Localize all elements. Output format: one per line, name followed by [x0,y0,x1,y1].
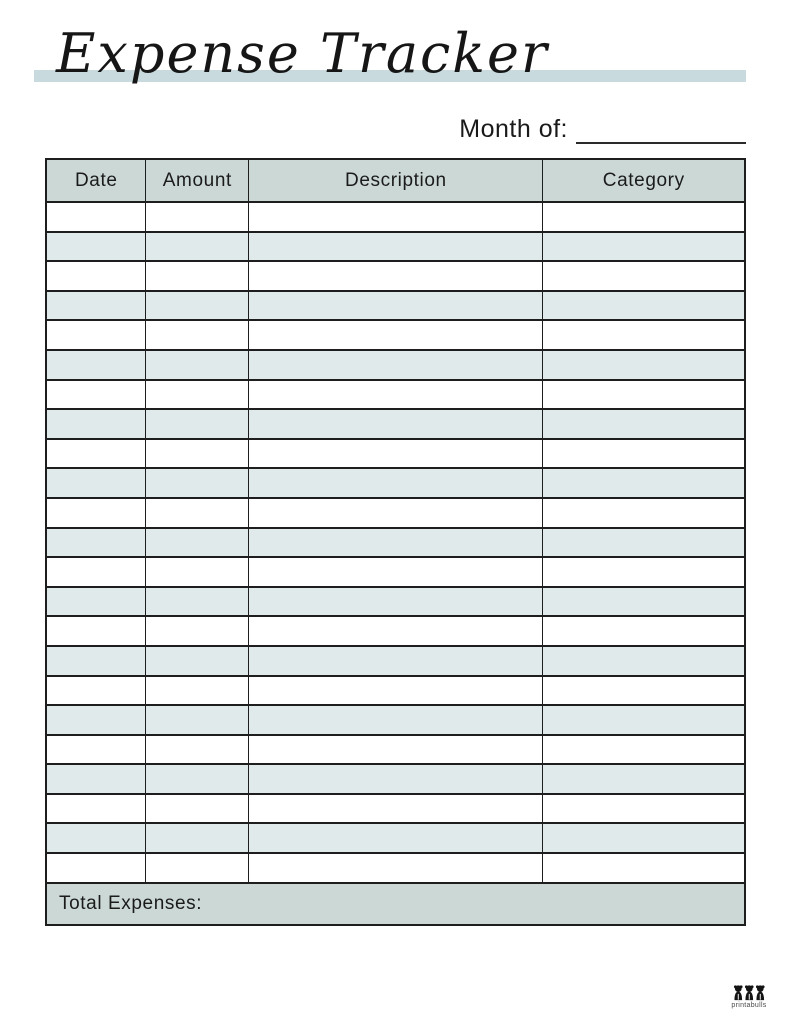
expense-cell-date[interactable] [46,202,146,232]
expense-cell-amount[interactable] [146,587,249,617]
expense-cell-amount[interactable] [146,380,249,410]
expense-row [46,764,745,794]
expense-cell-amount[interactable] [146,616,249,646]
expense-cell-amount[interactable] [146,557,249,587]
expense-row [46,498,745,528]
expense-cell-description[interactable] [249,528,543,558]
expense-cell-category[interactable] [543,853,745,883]
expense-cell-category[interactable] [543,587,745,617]
expense-cell-date[interactable] [46,735,146,765]
expense-cell-date[interactable] [46,439,146,469]
expense-cell-category[interactable] [543,202,745,232]
expense-cell-description[interactable] [249,764,543,794]
expense-cell-category[interactable] [543,350,745,380]
expense-row [46,528,745,558]
month-of-label: Month of: [459,115,568,143]
expense-row [46,320,745,350]
total-row [46,883,745,925]
expense-cell-amount[interactable] [146,853,249,883]
logo-text: printabulls [731,1002,767,1009]
expense-cell-category[interactable] [543,261,745,291]
expense-cell-category[interactable] [543,764,745,794]
expense-row [46,853,745,883]
total-cell [46,883,745,925]
expense-cell-date[interactable] [46,587,146,617]
expense-cell-date[interactable] [46,232,146,262]
expense-cell-category[interactable] [543,735,745,765]
expense-row [46,409,745,439]
expense-cell-amount[interactable] [146,291,249,321]
expense-cell-description[interactable] [249,350,543,380]
expense-cell-description[interactable] [249,320,543,350]
expense-cell-amount[interactable] [146,646,249,676]
expense-cell-description[interactable] [249,409,543,439]
expense-cell-category[interactable] [543,291,745,321]
expense-cell-date[interactable] [46,528,146,558]
expense-cell-description[interactable] [249,853,543,883]
expense-cell-category[interactable] [543,232,745,262]
expense-cell-category[interactable] [543,498,745,528]
expense-cell-date[interactable] [46,646,146,676]
expense-cell-date[interactable] [46,320,146,350]
expense-cell-description[interactable] [249,557,543,587]
expense-row [46,646,745,676]
expense-cell-description[interactable] [249,468,543,498]
expense-cell-date[interactable] [46,853,146,883]
expense-cell-date[interactable] [46,291,146,321]
expense-cell-description[interactable] [249,676,543,706]
expense-cell-description[interactable] [249,498,543,528]
expense-cell-description[interactable] [249,587,543,617]
expense-cell-description[interactable] [249,202,543,232]
expense-cell-description[interactable] [249,291,543,321]
expense-row [46,587,745,617]
expense-cell-date[interactable] [46,616,146,646]
expense-cell-date[interactable] [46,794,146,824]
expense-cell-date[interactable] [46,409,146,439]
expense-row [46,261,745,291]
printabulls-logo [723,984,775,1009]
expense-cell-date[interactable] [46,764,146,794]
expense-cell-date[interactable] [46,380,146,410]
expense-cell-description[interactable] [249,646,543,676]
expense-cell-description[interactable] [249,232,543,262]
expense-cell-date[interactable] [46,557,146,587]
expense-row [46,735,745,765]
expense-cell-date[interactable] [46,468,146,498]
expense-cell-amount[interactable] [146,320,249,350]
expense-cell-amount[interactable] [146,350,249,380]
expense-row [46,557,745,587]
table-header-row [46,159,745,202]
expense-row [46,676,745,706]
expense-cell-amount[interactable] [146,705,249,735]
month-of-row [459,116,746,144]
expense-cell-category[interactable] [543,320,745,350]
expense-cell-description[interactable] [249,735,543,765]
expense-cell-description[interactable] [249,616,543,646]
expense-cell-date[interactable] [46,498,146,528]
expense-table [45,158,746,926]
expense-cell-category[interactable] [543,380,745,410]
header-description: Description [249,159,543,202]
header-amount: Amount [146,159,249,202]
expense-row [46,232,745,262]
expense-row [46,823,745,853]
expense-cell-category[interactable] [543,557,745,587]
expense-cell-description[interactable] [249,261,543,291]
expense-cell-amount[interactable] [146,202,249,232]
expense-cell-amount[interactable] [146,498,249,528]
expense-cell-description[interactable] [249,439,543,469]
expense-cell-amount[interactable] [146,409,249,439]
expense-cell-category[interactable] [543,646,745,676]
expense-cell-amount[interactable] [146,794,249,824]
header-date: Date [46,159,146,202]
expense-cell-category[interactable] [543,528,745,558]
expense-cell-category[interactable] [543,468,745,498]
expense-cell-date[interactable] [46,676,146,706]
expense-cell-description[interactable] [249,705,543,735]
expense-cell-description[interactable] [249,380,543,410]
expense-cell-category[interactable] [543,823,745,853]
expense-cell-amount[interactable] [146,261,249,291]
expense-row [46,794,745,824]
expense-cell-category[interactable] [543,794,745,824]
month-input-line[interactable] [576,119,746,144]
header-category: Category [543,159,745,202]
expense-cell-category[interactable] [543,409,745,439]
expense-cell-amount[interactable] [146,735,249,765]
expense-cell-amount[interactable] [146,528,249,558]
expense-cell-date[interactable] [46,350,146,380]
expense-table-body [46,202,745,883]
expense-cell-category[interactable] [543,439,745,469]
expense-cell-amount[interactable] [146,823,249,853]
expense-cell-amount[interactable] [146,764,249,794]
three-bulldogs-icon [733,984,766,1001]
total-expenses-label: Total Expenses: [59,892,203,914]
expense-row [46,202,745,232]
expense-cell-date[interactable] [46,823,146,853]
expense-cell-category[interactable] [543,705,745,735]
expense-cell-amount[interactable] [146,468,249,498]
expense-cell-date[interactable] [46,261,146,291]
expense-cell-category[interactable] [543,676,745,706]
expense-cell-date[interactable] [46,705,146,735]
page-title: Expense Tracker [56,22,549,85]
expense-cell-amount[interactable] [146,232,249,262]
expense-row [46,350,745,380]
expense-cell-description[interactable] [249,823,543,853]
expense-cell-category[interactable] [543,616,745,646]
expense-cell-amount[interactable] [146,439,249,469]
expense-row [46,439,745,469]
expense-row [46,616,745,646]
expense-cell-description[interactable] [249,794,543,824]
expense-row [46,380,745,410]
expense-row [46,705,745,735]
expense-cell-amount[interactable] [146,676,249,706]
expense-row [46,291,745,321]
expense-row [46,468,745,498]
